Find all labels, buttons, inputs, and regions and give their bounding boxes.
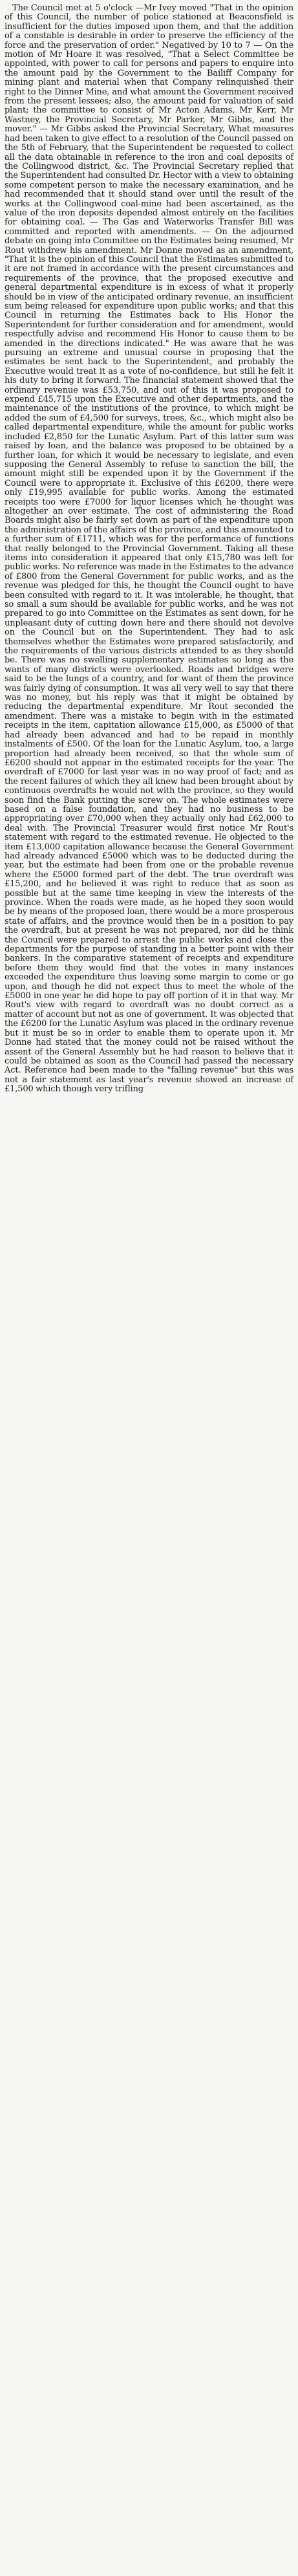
article-text: The Council met at 5 o'clock —Mr Ivey moved "That in the opinion of this Council, the number of police stationed at Beaconsfield is insufficient for the duties imposed upon them, and that the addition of a constable is desirable in order to preserve the efficiency of the force and the preservation of order." Negatived by 10 to 7 — On the motion of Mr Hoare it was resolved, "That a Select Committee be appointed, with power to call for persons and papers to enquire into the amount paid by the Government to the Bailiff Company for mining plant and material when that Company relinquished their right to the Dinner Mine, and what amount the Government received from the present lessees; also, the amount paid for valuation of said plant; the committee to consist of Mr Acton Adams, Mr Kerr, Mr Wastney, the Provincial Secretary, Mr Parker, Mr Gibbs, and the mover." — Mr Gibbs asked the Provincial Secretary, What measures had been taken to give effect to a resolution of the Council passed on the 5th of February, that the Superintendent be requested to collect all the data obtainable in reference to the iron and coal deposits of the Collingwood district, &c. The Provincial Secretary replied that the Superintendent had consulted Dr. Hector with a view to obtaining some competent person to make the necessary examination, and he had recommended that it should stand over until the result of the works at the Collingwood coal-mine had been ascertained, as the value of the iron deposits depended almost entirely on the facilities for obtaining coal. — The Gas and Waterworks Transfer Bill was committed and reported with amendments. — On the adjourned debate on going into Committee on the Estimates being resumed, Mr Rout withdrew his amendment. Mr Donne moved as an amendment, "That it is the opinion of this Council that the Estimates submitted to it are not framed in accordance with the present circumstances and requirements of the province, that the proposed executive and general departmental expenditure is in excess of what it properly should be in view of the anticipated ordinary revenue, an insufficient sum being released for expenditure upon public works; and that this Council in returning the Estimates back to His Honor the Superintendent for further consideration and for amendment, would respectfully advise and recommend His Honor to cause them to be amended in the directions indicated." He was aware that he was pursuing an extreme and unusual course in proposing that the estimates be sent back to the Superintendent, and probably the Executive would treat it as a vote of no-confidence, but still he felt it his duty to bring it forward. The financial statement showed that the ordinary revenue was £53,750, and out of this it was proposed to expend £45,715 upon the Executive and other departments, and the maintenance of the institutions of the province, to which might be added the sum of £4,500 for surveys, trees, &c., which might also be called departmental expenditure, while the amount for public works included £2,850 for the Lunatic Asylum. Part of this latter sum was raised by loan, and the balance was proposed to be obtained by a further loan, for which it would be necessary to legislate, and even supposing the General Assembly to refuse to sanction the bill, the amount might still be expended upon it by the Government if the Council were to appropriate it. Exclusive of this £6200, there were only £19,995 available for public works. Among the estimated receipts too were £7000 for liquor licenses which he thought was altogether an over estimate. The cost of administering the Road Boards might also be fairly set down as part of the expenditure upon the administration of the affairs of the province, and this amounted to a further sum of £1711, which was for the performance of functions that really belonged to the Provincial Government. Taking all these items into consideration it appeared that only £15,780 was left for public works. No reference was made in the Estimates to the advance of £800 from the General Government for public works, and as the revenue was pledged for this, he thought the Council ought to have been consulted with regard to it. It was intolerable, he thought, that so small a sum should be available for public works, and he was not prepared to go into Committee on the Estimates as sent down, for he unpleasant duty of cutting down here and there should not devolve on the Council but on the Superintendent. They had to ask themselves whether the Estimates were prepared satisfactorily, and the requirements of the various districts attended to as they should be. There was no swelling supplementary estimates so long as the wants of many districts were overlooked. Roads and bridges were said to be the lungs of a country, and for want of them the province was fairly dying of consumption. It was all very well to say that there was no money, but his reply was that it might be obtained by reducing the departmental expenditure. Mr Rout seconded the amendment. There was a mistake to begin with in the estimated receipts in the item, capitation allowance £15,000, as £5000 of that had already been advanced and had to be repaid in monthly instalments of £500. Of the loan for the Lunatic Asylum, too, a large proportion had already been received, so that the whole sum of £6200 should not appear in the estimated receipts for the year. The overdraft of £7000 for last year was in no way proof of fact; and as the recent failures of which they all knew had been brought about by continuous overdrafts he would not with the province, so they would soon find the Bank putting the screw on. The whole estimates were based on a false foundation, and they had no business to be appropriating over £70,000 when they actually only had £62,000 to deal with. The Provincial Treasurer would first notice Mr Rout's statement with regard to the estimated revenue. He objected to the item £13,000 capitation allowance because the General Government had already advanced £5000 which was to be deducted during the year, but the estimate had been from one or the probable revenue where the £5000 formed part of the debt. The true overdraft was £15,200, and he believed it was right to reduce that as soon as possible but at the same time keeping in view the interests of the province. When the roads were made, as he hoped they soon would be by means of the proposed loan, there would be a more prosperous state of affairs, and the province would then be in a position to pay the overdraft, but at present he was not prepared, nor did he think the Council were prepared to arrest the public works and close the departments for the purpose of standing in a better point with their bankers. In the comparative statement of receipts and expenditure before them they would find that the votes in many instances exceeded the expenditure thus leaving some margin to come or go upon, and though he did not expect thus to meet the whole of the £5000 in one year he did hope to pay off portion of it in that way. Mr Rout's view with regard to overdraft was no doubt correct as a matter of account but not as one of government. It was objected that the £6200 for the Lunatic Asylum was placed in the ordinary revenue but it must be so in order to enable them to operate upon it. Mr Donne had stated that the money could not be raised without the assent of the General Assembly but he had reason to believe that it could be obtained as soon as the Council had passed the necessary Act. Reference had been made to the "falling revenue" but this was not a fair statement as last year's revenue showed an increase of £1,500 which though very trifling <box>5 3 293 1095</box>
article-column <box>5 4 293 1095</box>
